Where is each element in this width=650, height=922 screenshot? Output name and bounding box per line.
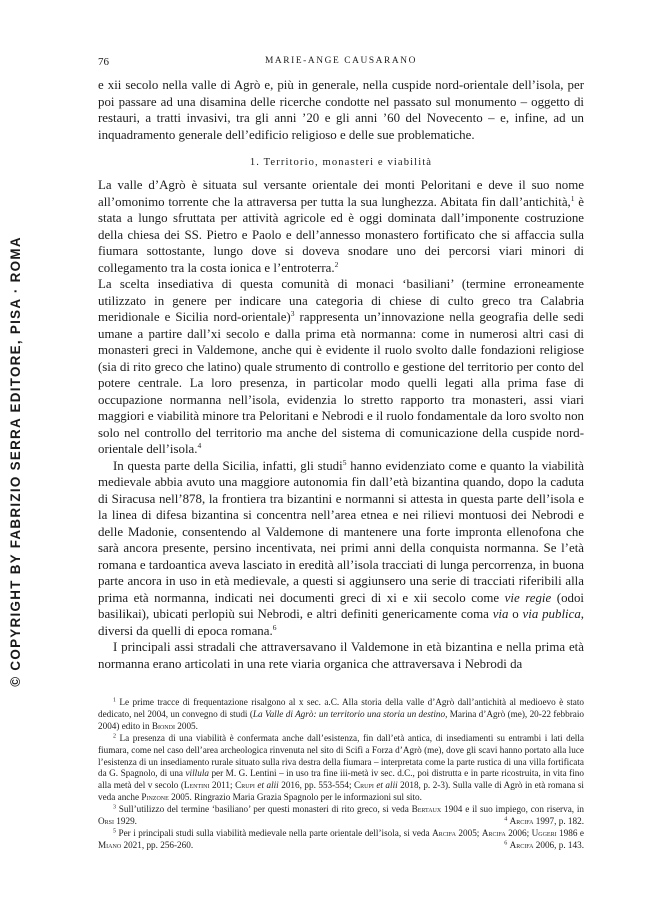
- footnote-1-text-b: , Marina d’Agrò (me), 20-22 febbraio 2004) edito in: [98, 708, 584, 731]
- footnotes: [98, 697, 584, 852]
- footnote-1-text-c: 2005.: [174, 720, 198, 731]
- footnote-2-term: villula: [185, 768, 209, 779]
- footnote-4-author: Arcifa: [509, 816, 534, 827]
- footnote-2-text-f: 2005. Ringrazio Maria Grazia Spagnolo per le informazioni sul sito.: [168, 792, 422, 803]
- footnote-2-text-e: 2018, p. 2-3). Sulla valle di Agrò in età romana si veda anche: [98, 780, 584, 803]
- paragraph-1: [98, 177, 584, 276]
- footnote-2-number: 2: [113, 733, 116, 740]
- page-number: 76: [98, 56, 109, 68]
- footnote-ref-4[interactable]: 4: [197, 441, 202, 450]
- footnote-ref-3[interactable]: 3: [290, 309, 295, 318]
- footnote-2-author-1: Lentini: [183, 780, 210, 791]
- running-head: MARIE-ANGE CAUSARANO: [264, 56, 418, 66]
- footnote-ref-1[interactable]: 1: [570, 193, 575, 203]
- footnote-2-text-c: 2011;: [209, 780, 236, 791]
- paragraph-3: [98, 458, 584, 640]
- term-via-publica: via publica: [522, 607, 581, 621]
- footnote-1-author: Biondi: [151, 720, 175, 731]
- term-via: via: [492, 607, 509, 621]
- footnote-6-author: Arcifa: [509, 839, 534, 850]
- paragraph-1-text-b: è stata a lungo sfruttata per attività agricole ed è oggi dominata dall’imponente costruzione della chiesa dei SS. Pietro e Paolo e dell’annesso monastero fortificato che si affaccia sulla fiumara sottostante, lungo dove si doveva snodare uno dei percorsi viari minori di collegamento tra la costa ionica e l’entroterra.: [98, 194, 584, 275]
- paragraph-3-text-a: In questa parte della Sicilia, infatti, gli studi: [113, 458, 343, 473]
- footnote-1-number: 1: [113, 697, 116, 704]
- paragraph-3-text-b: hanno evidenziato come e quanto la viabilità medievale abbia avuto una maggiore autonomia fin dall’età bizantina quando, dopo la caduta di Siracusa nell’878, la frontiera tra bizantini e normanni si attesta in questa parte dell’isola e la linea di difesa bizantina si concentra nell’area etnea e nei rilievi montuosi dei Nebrodi e delle Madonie, consentendo al Valdemone di mantenere una forte impronta ellenofona che sarà ancora presente, persino incentivata, nei primi anni della conquista normanna. Se l’età romana e tardoantica aveva lasciato in eredità all’isola tracciati di lunga percorrenza, in buona parte ancora in uso in età medievale, a questi si aggiunsero una serie di tracciati riferibili alla prima età normanna, indicati nei documenti greci di xi e xii secolo come: [98, 458, 584, 605]
- footnote-2-author-2: Crupi: [235, 780, 255, 791]
- paragraph-1-text-a: La valle d’Agrò è situata sul versante orientale dei monti Peloritani e deve il suo nome all’omonimo torrente che la attraversa per tutta la sua lunghezza. Abitata fin dall’antichità,: [98, 178, 584, 209]
- footnote-5-author-1: Arcifa: [432, 827, 456, 838]
- footnote-3-text-b: 1904 e il suo impiego, con riserva, in: [441, 804, 585, 815]
- footnote-2-et-alii-1: et alii: [254, 780, 279, 791]
- footnote-5-author-3: Uggeri: [531, 827, 557, 838]
- copyright-sidebar: [0, 0, 30, 922]
- footnote-5-text-c: 2006;: [505, 827, 532, 838]
- footnote-5: [98, 828, 584, 852]
- paragraph-4: [98, 639, 584, 672]
- paragraph-2-text-a: La scelta insediativa di questa comunità di monaci ‘basiliani’ (termine erroneamente utilizzato in genere per indicare una categoria di chiese di culto greco tra Calabria meridionale e Sicilia nord-orientale): [98, 277, 584, 324]
- paragraph-4-text: I principali assi stradali che attraversavano il Valdemone in età bizantina e nella prima età normanna erano articolati in una rete viaria organica che attraversava i Nebrodi da: [98, 640, 584, 671]
- footnote-5-number: 5: [113, 828, 116, 835]
- footnote-5-author-2: Arcifa: [481, 827, 506, 838]
- footnote-5-author-4: Miano: [98, 839, 122, 850]
- paragraph-3-text-c: (odoi basilikai), ubicati perlopiù sui Nebrodi, e altri definiti genericamente coma: [98, 590, 584, 621]
- footnote-6: [489, 840, 584, 852]
- footnote-5-text-d: 1986 e: [556, 827, 584, 838]
- footnote-5-text-b: 2005;: [455, 827, 482, 838]
- paragraph-2-text-b: rappresenta un’innovazione nella geografia delle sedi umane a partire dall’xi secolo e dalla prima età normanna: come in numerosi altri casi di monasteri greci in Valdemone, anche qui è evidente il ruolo svolto dalle fondazioni religiose (sia di rito greco che latino) quale strumento di controllo e gestione del territorio per conto del potere centrale. La loro presenza, in particolar modo quelli legati alla prima fase di occupazione normanna nell’isola, evidenzia lo stretto rapporto tra monasteri, assi viari maggiori e viabilità minore tra Peloritani e Nebrodi e il ruolo fondamentale da loro svolto non solo nel controllo del territorio ma anche del sistema di comunicazione della cuspide nord-orientale dell’isola.: [98, 310, 584, 456]
- paragraph-2: [98, 276, 584, 458]
- footnote-3: [98, 804, 584, 828]
- paragraph-3-text-d: o: [508, 607, 523, 621]
- footnote-2-author-4: Pinzone: [141, 792, 169, 803]
- footnote-ref-5[interactable]: 5: [342, 457, 347, 467]
- term-vie-regie: vie regie: [504, 590, 552, 605]
- page-header: [98, 56, 584, 70]
- copyright-notice: © COPYRIGHT BY FABRIZIO SERRA EDITORE, PISA · ROMA: [7, 235, 23, 687]
- intro-text: e xii secolo nella valle di Agrò e, più in generale, nella cuspide nord-orientale dell’isola, per poi passare ad una disamina delle ricerche condotte nel passato sul monumento – oggetto di restauri, a tratti invasivi, tra gli anni ’20 e gli anni ’60 del Novecento – e, infine, ad un inquadramento generale dell’edificio religioso e delle sue problematiche.: [98, 78, 584, 142]
- footnote-2-text-d: 2016, pp. 553-554;: [278, 780, 355, 791]
- footnote-6-text: 2006, p. 143.: [533, 839, 584, 850]
- footnote-5-text-e: 2021, pp. 256-260.: [121, 839, 194, 850]
- footnote-3-author-2: Orsi: [98, 816, 114, 827]
- footnote-1-text-a: Le prime tracce di frequentazione risalgono al x sec. a.C. Alla storia della valle d’Agrò dall’antichità al medioevo è stato dedicato, nel 2004, un convegno di studi (: [98, 697, 584, 719]
- footnote-3-text-a: Sull’utilizzo del termine ‘basiliano’ per questi monasteri di rito greco, si veda: [116, 804, 412, 815]
- footnote-3-text-c: 1929.: [113, 816, 137, 827]
- footnote-2-text-a: La presenza di una viabilità è confermata anche dall’esistenza, fin dall’età antica, di insediamenti su entrambi i lati della fiumara, come nel caso dell’area archeologica rinvenuta nel sito di Scifì a Forza d’Agrò (me), dove gli scavi hanno portato alla luce l’esistenza di un insediamento rurale situato sulla riva destra della fiumara – interpretata come la parte rustica di una villa fortificata da G. Spagnolo, di una: [98, 732, 584, 779]
- footnote-6-number: 6: [504, 840, 508, 847]
- footnote-1-title: La Valle di Agrò: un territorio una storia un destino: [252, 708, 446, 719]
- footnote-ref-2[interactable]: 2: [334, 259, 339, 269]
- footnote-3-author-1: Bertaux: [411, 804, 442, 815]
- footnote-4-text: 1997, p. 182.: [533, 816, 584, 827]
- footnote-2-text-b: per M. G. Lentini – in uso tra fine iii-metà iv sec. d.C., poi distrutta e in parte ricostruita, in vita fino alla metà del v secolo (: [98, 768, 584, 791]
- paragraph-3-text-e: , diversi da quelli di epoca romana.: [98, 607, 585, 638]
- intro-paragraph: [98, 77, 584, 143]
- footnote-2: [98, 733, 584, 804]
- page-content: [98, 77, 584, 852]
- footnote-4-number: 4: [504, 816, 508, 823]
- footnote-2-author-3: Crupi: [354, 780, 374, 791]
- footnote-5-text-a: Per i principali studi sulla viabilità medievale nella parte orientale dell’isola, si veda: [116, 827, 433, 838]
- footnote-4: [489, 816, 584, 828]
- footnote-3-number: 3: [113, 804, 116, 811]
- footnote-1: [98, 697, 584, 733]
- section-heading: 1. Territorio, monasteri e viabilità: [249, 157, 433, 168]
- footnote-ref-6[interactable]: 6: [272, 622, 277, 632]
- body-text: [98, 77, 584, 672]
- footnote-2-et-alii-2: et alii: [373, 780, 398, 791]
